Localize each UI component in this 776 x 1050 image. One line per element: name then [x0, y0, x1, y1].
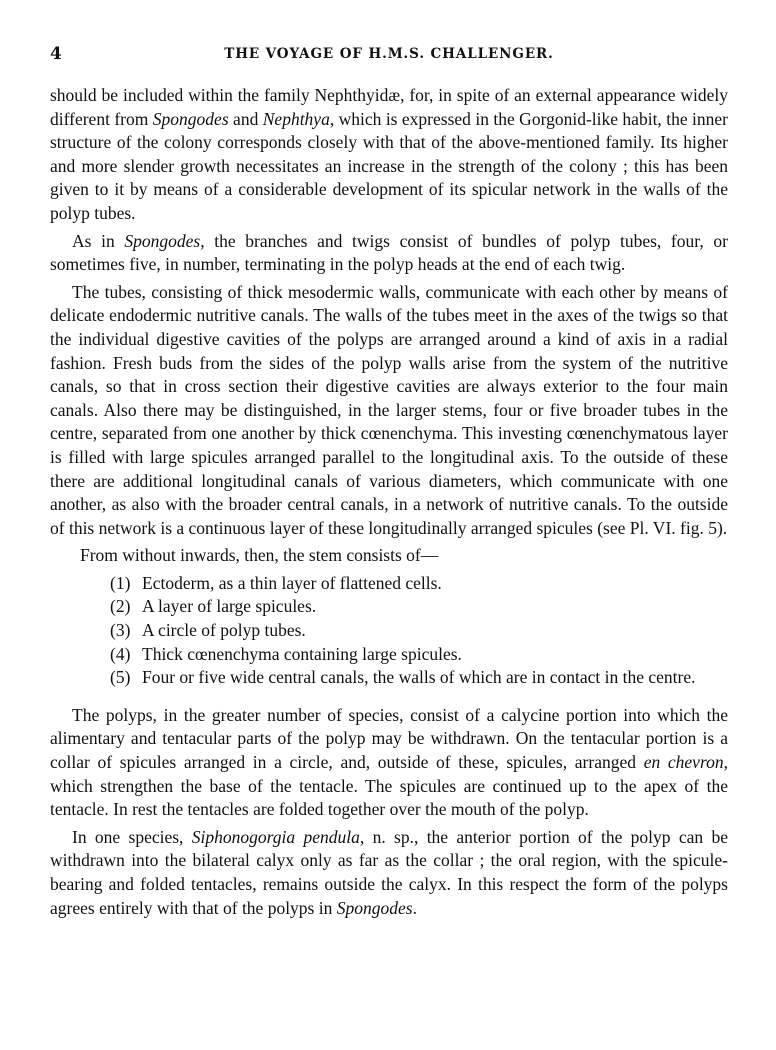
list-item: (2) A layer of large spicules. — [50, 595, 728, 619]
paragraph-1: should be included within the family Nephthyidæ, for, in spite of an external appearance widely different from Spongodes and Nephthya, which is expressed in the Gorgonid-like habit, the inner structure of the colony corresponds closely with that of the above-mentioned family. Its higher and more slender growth necessitates an increase in the strength of the colony ; this has been given to it by means of a considerable development of its spicular network in the walls of the polyp tubes. — [50, 85, 728, 223]
list-number: (5) — [110, 667, 131, 688]
taxon-name: Spongodes — [124, 230, 201, 251]
list-item: (3) A circle of polyp tubes. — [50, 619, 728, 643]
taxon-name: Spongodes — [336, 897, 413, 918]
taxon-name: Siphonogorgia pendula — [191, 826, 360, 847]
taxon-name: Spongodes — [152, 108, 229, 129]
paragraph-5: In one species, Siphonogorgia pendula, n. sp., the anterior portion of the polyp can be withdrawn into the bilateral calyx only as far as the collar ; the oral region, with the spicule-bearing and folded tentacles, remains outside the calyx. In this respect the form of the polyps agrees entirely with that of the polyps in Spongodes. — [50, 826, 728, 918]
list-number: (3) — [110, 620, 131, 641]
journal-title: THE VOYAGE OF H.M.S. CHALLENGER. — [224, 46, 554, 62]
list-item: (1) Ectoderm, as a thin layer of flattened cells. — [50, 572, 728, 596]
taxon-name: Nephthya — [262, 108, 330, 129]
list-number: (4) — [110, 643, 131, 664]
italic-phrase: en chevron — [643, 752, 724, 773]
stem-layers-list — [50, 572, 728, 690]
list-number: (1) — [110, 572, 131, 593]
list-number: (2) — [110, 596, 131, 617]
list-item: (5) Four or five wide central canals, the walls of which are in contact in the centre. — [50, 666, 728, 690]
body-text — [50, 84, 728, 920]
paragraph-3: The tubes, consisting of thick mesodermic walls, communicate with each other by means of delicate endodermic nutritive canals. The walls of the tubes meet in the axes of the twigs so that the individual digestive cavities of the polyps are arranged around a kind of axis in a radial fashion. Fresh buds from the sides of the polyp walls arise from the system of the nutritive canals, so that in cross section their digestive cavities are always exterior to the four main canals. Also there may be distinguished, in the larger stems, four or five broader tubes in the centre, separated from one another by thick cœnenchyma. This investing cœnenchymatous layer is filled with large spicules arranged parallel to the longitudinal axis. To the outside of these there are additional longitudinal canals of various diameters, which communicate with one another, as also with the broader central canals, in a network of nutritive canals. To the outside of this network is a continuous layer of these longitudinally arranged spicules (see Pl. VI. fig. 5). — [50, 281, 728, 538]
running-header — [50, 44, 728, 70]
paragraph-4: The polyps, in the greater number of species, consist of a calycine portion into which the alimentary and tentacular parts of the polyp may be withdrawn. On the tentacular portion is a collar of spicules arranged in a circle, and, outside of these, spicules, arranged en chevron, which strengthen the base of the tentacle. The spicules are continued up to the apex of the tentacle. In rest the tentacles are folded together over the mouth of the polyp. — [50, 704, 728, 820]
page-number: 4 — [50, 44, 62, 64]
list-item: (4) Thick cœnenchyma containing large spicules. — [50, 643, 728, 667]
list-intro: From without inwards, then, the stem consists of— — [80, 545, 439, 566]
paragraph-2: As in Spongodes, the branches and twigs consist of bundles of polyp tubes, four, or sometimes five, in number, terminating in the polyp heads at the end of each twig. — [50, 230, 728, 275]
